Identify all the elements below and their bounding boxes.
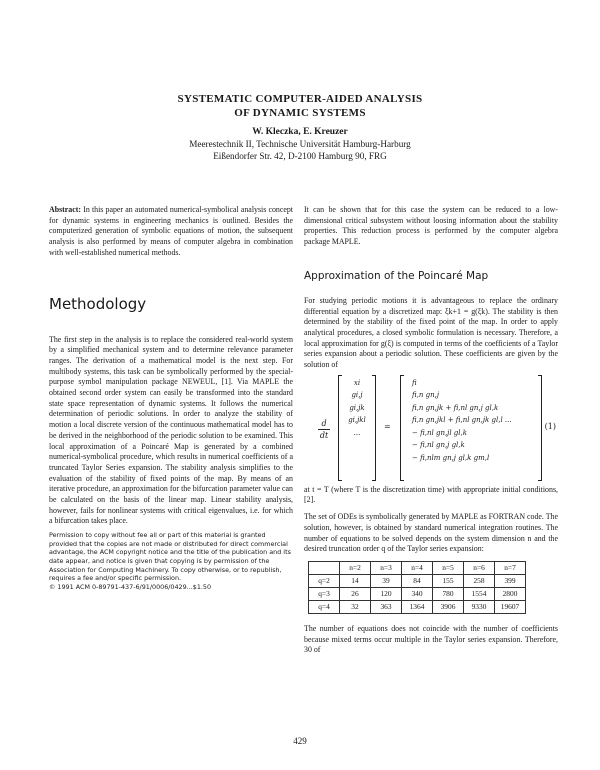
table-header: n=5: [433, 561, 464, 574]
table-cell: 3906: [433, 600, 464, 613]
affiliation-line-1: Meerestechnik II, Technische Universität Hamburg-Harburg: [189, 139, 411, 149]
left-column: [49, 205, 293, 591]
poincare-paragraph: For studying periodic motions it is advantageous to replace the ordinary differential equation by a discretized map: ξk+1 = g(ξk). The stability is then determined by the stability of the fixed point of the map. In order to apply analytical procedures, a closed symbolic formulation is necessary. Therefore, a local approximation for g(ξ) is computed in terms of the coefficients of a Taylor series expansion about a periodic solution. These coefficients are given by the solution of: [304, 295, 558, 370]
table-row: [309, 574, 526, 587]
table-cell: 1364: [402, 600, 433, 613]
abstract-label: Abstract:: [49, 205, 81, 214]
odes-paragraph: The set of ODEs is symbolically generated by MAPLE as FORTRAN code. The solution, however, is obtained by standard numerical integration routines. The number of equations to be solved depends on the system dimension n and the desired truncation order q of the Taylor series expansion:: [304, 512, 558, 554]
methodology-paragraph: The first step in the analysis is to replace the considered real-world system by a simplified mechanical system and to determine relevance parameter ranges. The derivation of a mathematical model is the next step. For multibody systems, this task can be symbolically performed by the special-purpose symbol manipulation package NEWEUL, [1]. Via MAPLE the obtained second order system can easily be transformed into the standard state space representation of dynamic systems. It follows the numerical determination of periodic solutions. In order to analyze the stability of motion a local discrete version of the continuous mathematical model has to be derived in the neighborhood of the periodic solution to be examined. This local approximation of a Poincaré Map is generated by a combined numerical-symbolical procedure, which results in numerical coefficients of a truncated Taylor Series expansion. The stability analysis simplifies to the evaluation of the stability of fixed points of the map. By means of an iterative procedure, an approximation for the bifurcation parameter value can be calculated on the basis of the linear map. Linear stability analysis, however, fails for nonlinear systems with critical eigenvalues, i.e. for which a bifurcation takes place.: [49, 334, 293, 526]
author-block: [0, 126, 600, 162]
permission-block: [49, 531, 293, 591]
table-cell: q=2: [309, 574, 340, 587]
equation-number: (1): [544, 421, 556, 431]
copyright-line: © 1991 ACM 0-89791-437-6/91/0006/0429...$1.50: [49, 582, 212, 591]
table-cell: 120: [371, 587, 402, 600]
table-cell: 258: [464, 574, 495, 587]
permission-notice: Permission to copy without fee all or part of this material is granted provided that the copies are not made or distributed for direct commercial advantage, the ACM copyright notice and the title of the publication and its date appear, and notice is given that copying is by permission of the Association for Computing Machinery. To copy otherwise, or to republish, requires a fee and/or specific permission.: [49, 531, 291, 583]
equals-sign: =: [384, 421, 391, 431]
reduction-paragraph: It can be shown that for this case the system can be reduced to a low-dimensional critical subsystem without loosing information about the stability properties. This reduction process is performed by the computer algebra package MAPLE.: [304, 205, 558, 247]
table-cell: 399: [495, 574, 526, 587]
table-cell: 19607: [495, 600, 526, 613]
table-cell: q=3: [309, 587, 340, 600]
page-number: 429: [293, 736, 307, 746]
table-cell: 14: [340, 574, 371, 587]
equation-1: [304, 375, 558, 481]
equation-rhs-vector: fi fi,n gn,j fi,n gn,jk + fi,nl gn,j gl,k fi,n gn,jkl + fi,nl gn,jk gl,l ... − fi,nl gn,jl gl,k − fi,nl gn,j gl,k − fi,nlm gn,j gl,k gm,l: [400, 377, 542, 465]
paper-title: [0, 92, 600, 120]
table-cell: 363: [371, 600, 402, 613]
table-cell: 780: [433, 587, 464, 600]
affiliation-line-2: Eißendorfer Str. 42, D-2100 Hamburg 90, FRG: [213, 151, 387, 161]
table-header: [309, 561, 340, 574]
table-cell: 84: [402, 574, 433, 587]
table-cell: 26: [340, 587, 371, 600]
author-names: W. Kleczka, E. Kreuzer: [252, 127, 348, 137]
right-column: [304, 205, 558, 656]
abstract: [49, 205, 293, 259]
table-cell: q=4: [309, 600, 340, 613]
equation-lhs-vector: xi gi,j gi,jk gi,jkl ...: [338, 377, 376, 440]
derivative-operator: d dt: [319, 418, 329, 440]
title-line-2: OF DYNAMIC SYSTEMS: [234, 107, 366, 119]
table-cell: 32: [340, 600, 371, 613]
table-cell: 9330: [464, 600, 495, 613]
table-cell: 155: [433, 574, 464, 587]
poincare-heading: Approximation of the Poincaré Map: [304, 269, 489, 282]
table-cell: 340: [402, 587, 433, 600]
table-header: n=3: [371, 561, 402, 574]
title-line-1: SYSTEMATIC COMPUTER-AIDED ANALYSIS: [177, 93, 423, 105]
methodology-heading: Methodology: [49, 294, 147, 313]
table-cell: 39: [371, 574, 402, 587]
table-header: n=7: [495, 561, 526, 574]
table-cell: 1554: [464, 587, 495, 600]
table-header: n=2: [340, 561, 371, 574]
table-header-row: [309, 561, 526, 574]
table-header: n=4: [402, 561, 433, 574]
table-cell: 2800: [495, 587, 526, 600]
discretization-paragraph: at t = T (where T is the discretization time) with appropriate initial conditions, [2].: [304, 484, 558, 505]
coefficients-paragraph: The number of equations does not coincide with the number of coefficients because mixed terms occur multiple in the Taylor series expansion. Therefore, 30 of: [304, 623, 558, 655]
table-header: n=6: [464, 561, 495, 574]
table-row: [309, 587, 526, 600]
equation-count-table: [308, 561, 526, 614]
abstract-text: In this paper an automated numerical-symbolical analysis concept for dynamic systems in engineering mechanics is outlined. Besides the computerized generation of symbolic equations of motion, the subsequent analysis is also performed by means of computer algebra in combination with well-established numerical methods.: [49, 205, 293, 257]
table-row: [309, 600, 526, 613]
